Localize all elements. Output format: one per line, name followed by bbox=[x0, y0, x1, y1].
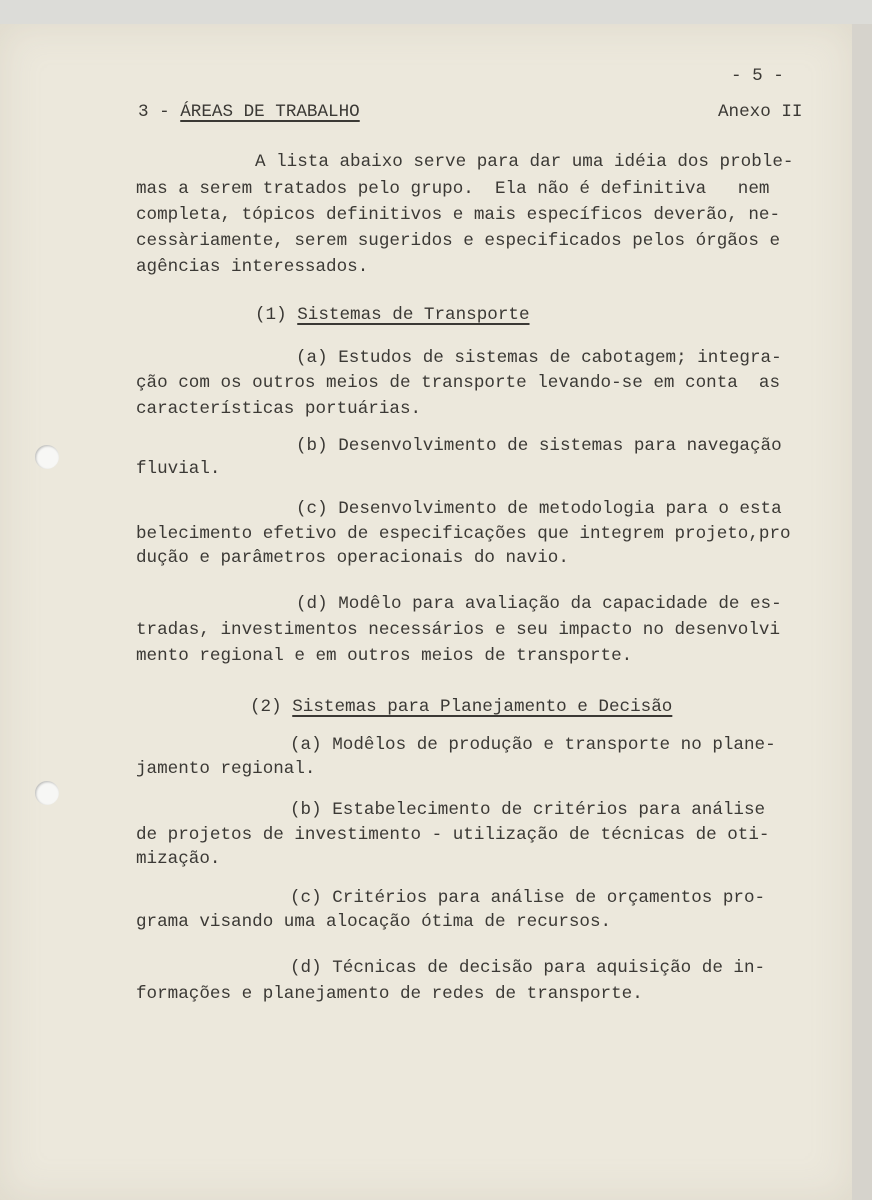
list-item-line: (d) Técnicas de decisão para aquisição de in- bbox=[290, 958, 766, 978]
list-item-line: (a) Estudos de sistemas de cabotagem; integra- bbox=[296, 348, 782, 368]
punch-hole bbox=[35, 445, 59, 469]
list-item-line: tradas, investimentos necessários e seu impacto no desenvolvi bbox=[136, 620, 781, 640]
list-item-line: fluvial. bbox=[136, 459, 221, 479]
section-title: ÁREAS DE TRABALHO bbox=[180, 102, 360, 122]
subsection-number: (1) bbox=[255, 305, 298, 325]
subsection-number: (2) bbox=[250, 697, 293, 717]
intro-paragraph-line: completa, tópicos definitivos e mais específicos deverão, ne- bbox=[136, 205, 781, 225]
subsection-title: Sistemas para Planejamento e Decisão bbox=[292, 697, 673, 717]
list-item-line: (c) Desenvolvimento de metodologia para o esta bbox=[296, 499, 782, 519]
section-number: 3 - bbox=[138, 102, 181, 122]
intro-paragraph-line: agências interessados. bbox=[136, 257, 369, 277]
list-item-line: (b) Estabelecimento de critérios para análise bbox=[290, 800, 766, 820]
list-item-line: formações e planejamento de redes de transporte. bbox=[136, 984, 643, 1004]
list-item-line: ção com os outros meios de transporte levando-se em conta as bbox=[136, 373, 781, 393]
list-item-line: de projetos de investimento - utilização de técnicas de oti- bbox=[136, 825, 770, 845]
annex-label: Anexo II bbox=[718, 102, 803, 122]
intro-paragraph-line: mas a serem tratados pelo grupo. Ela não é definitiva nem bbox=[136, 179, 770, 199]
list-item-line: belecimento efetivo de especificações que integrem projeto,pro bbox=[136, 524, 791, 544]
subsection-heading bbox=[250, 697, 672, 717]
list-item-line: grama visando uma alocação ótima de recursos. bbox=[136, 912, 612, 932]
list-item-line: (b) Desenvolvimento de sistemas para navegação bbox=[296, 436, 782, 456]
list-item-line: mização. bbox=[136, 849, 221, 869]
intro-paragraph-line: A lista abaixo serve para dar uma idéia dos proble- bbox=[255, 152, 794, 172]
page-number: - 5 - bbox=[731, 66, 784, 86]
punch-hole bbox=[35, 781, 59, 805]
intro-paragraph-line: cessàriamente, serem sugeridos e especificados pelos órgãos e bbox=[136, 231, 781, 251]
subsection-title: Sistemas de Transporte bbox=[297, 305, 530, 325]
page-edge bbox=[852, 24, 872, 1200]
list-item-line: mento regional e em outros meios de transporte. bbox=[136, 646, 633, 666]
list-item-line: (d) Modêlo para avaliação da capacidade de es- bbox=[296, 594, 782, 614]
list-item-line: jamento regional. bbox=[136, 759, 316, 779]
list-item-line: dução e parâmetros operacionais do navio. bbox=[136, 548, 569, 568]
subsection-heading bbox=[255, 305, 530, 325]
list-item-line: (a) Modêlos de produção e transporte no plane- bbox=[290, 735, 776, 755]
list-item-line: (c) Critérios para análise de orçamentos pro- bbox=[290, 888, 766, 908]
list-item-line: características portuárias. bbox=[136, 399, 422, 419]
section-heading bbox=[138, 102, 360, 122]
